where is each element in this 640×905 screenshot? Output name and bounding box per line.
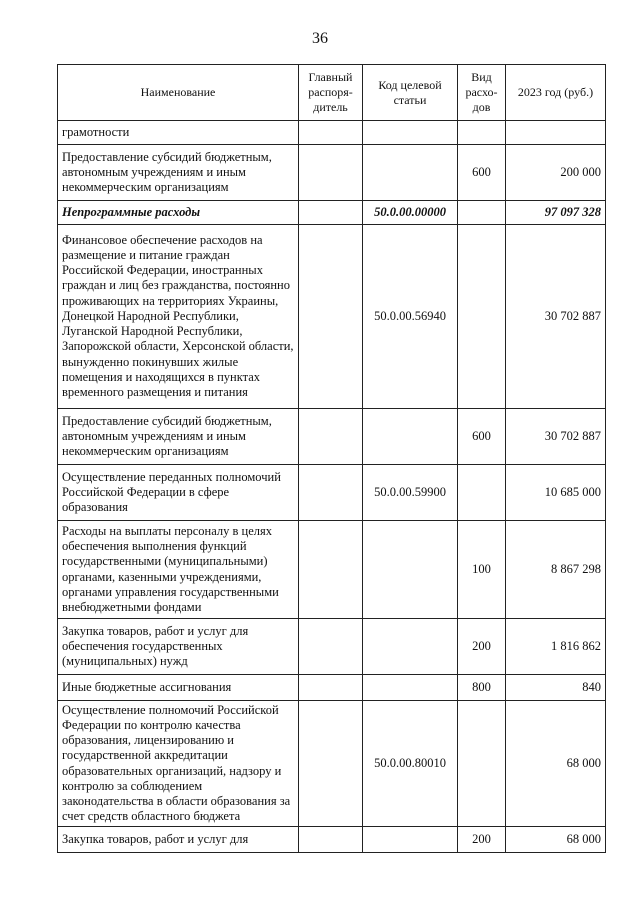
row-type (458, 465, 506, 521)
table-row (58, 409, 606, 465)
row-name: Финансовое обеспечение расходов на размещение и питание граждан Российской Федерации, иностранных граждан и лиц без гражданства, постоянно проживающих на территориях Украины, Донецкой Народной Республики, Луганской Народной Республики, Запорожской области, Херсонской области, вынужденно покинувших жилые помещения и находящихся в пунктах временного размещения и питания (58, 225, 299, 409)
table-row (58, 827, 606, 853)
table-header-row (58, 65, 606, 121)
row-code (363, 675, 458, 701)
row-admin (299, 409, 363, 465)
row-amount: 30 702 887 (506, 409, 606, 465)
row-code (363, 409, 458, 465)
row-admin (299, 225, 363, 409)
row-code: 50.0.00.80010 (363, 701, 458, 827)
row-amount: 840 (506, 675, 606, 701)
row-code (363, 827, 458, 853)
row-type: 600 (458, 409, 506, 465)
row-type: 600 (458, 145, 506, 201)
row-admin (299, 465, 363, 521)
row-admin (299, 145, 363, 201)
table-row (58, 201, 606, 225)
row-code: 50.0.00.00000 (363, 201, 458, 225)
row-admin (299, 619, 363, 675)
row-amount: 68 000 (506, 827, 606, 853)
row-admin (299, 121, 363, 145)
row-amount: 30 702 887 (506, 225, 606, 409)
row-name: Осуществление полномочий Российской Федерации по контролю качества образования, лицензированию и государственной аккредитации образовательных организаций, надзору и контролю за соблюдением законодательства в области образования за счет средств областного бюджета (58, 701, 299, 827)
row-amount: 1 816 862 (506, 619, 606, 675)
header-name: Наименование (58, 65, 299, 121)
row-type (458, 225, 506, 409)
row-amount: 10 685 000 (506, 465, 606, 521)
row-type: 200 (458, 619, 506, 675)
row-amount (506, 121, 606, 145)
table-row (58, 521, 606, 619)
row-code (363, 145, 458, 201)
page-number: 36 (312, 30, 328, 47)
row-admin (299, 201, 363, 225)
table-row (58, 619, 606, 675)
budget-table (57, 64, 606, 853)
row-amount: 97 097 328 (506, 201, 606, 225)
header-admin: Главный распоря-дитель (299, 65, 363, 121)
row-name: Непрограммные расходы (58, 201, 299, 225)
row-admin (299, 701, 363, 827)
row-name: Предоставление субсидий бюджетным, автономным учреждениям и иным некоммерческим организациям (58, 409, 299, 465)
header-amount: 2023 год (руб.) (506, 65, 606, 121)
row-type: 100 (458, 521, 506, 619)
row-code: 50.0.00.59900 (363, 465, 458, 521)
table-row (58, 675, 606, 701)
row-name: грамотности (58, 121, 299, 145)
row-name: Расходы на выплаты персоналу в целях обеспечения выполнения функций государственными (муниципальными) органами, казенными учреждениями, органами управления государственными внебюджетными фондами (58, 521, 299, 619)
row-amount: 200 000 (506, 145, 606, 201)
row-type (458, 701, 506, 827)
table-row (58, 145, 606, 201)
header-type: Вид расхо-дов (458, 65, 506, 121)
row-admin (299, 521, 363, 619)
row-type (458, 201, 506, 225)
row-code (363, 121, 458, 145)
row-name: Иные бюджетные ассигнования (58, 675, 299, 701)
row-admin (299, 827, 363, 853)
header-code: Код целевой статьи (363, 65, 458, 121)
table-row (58, 225, 606, 409)
table-row (58, 121, 606, 145)
row-amount: 8 867 298 (506, 521, 606, 619)
table-row (58, 465, 606, 521)
table-row (58, 701, 606, 827)
row-name: Закупка товаров, работ и услуг для (58, 827, 299, 853)
row-admin (299, 675, 363, 701)
row-name: Закупка товаров, работ и услуг для обеспечения государственных (муниципальных) нужд (58, 619, 299, 675)
row-code: 50.0.00.56940 (363, 225, 458, 409)
row-name: Предоставление субсидий бюджетным, автономным учреждениям и иным некоммерческим организациям (58, 145, 299, 201)
row-type (458, 121, 506, 145)
row-type: 200 (458, 827, 506, 853)
row-name: Осуществление переданных полномочий Российской Федерации в сфере образования (58, 465, 299, 521)
row-code (363, 619, 458, 675)
row-type: 800 (458, 675, 506, 701)
row-amount: 68 000 (506, 701, 606, 827)
row-code (363, 521, 458, 619)
